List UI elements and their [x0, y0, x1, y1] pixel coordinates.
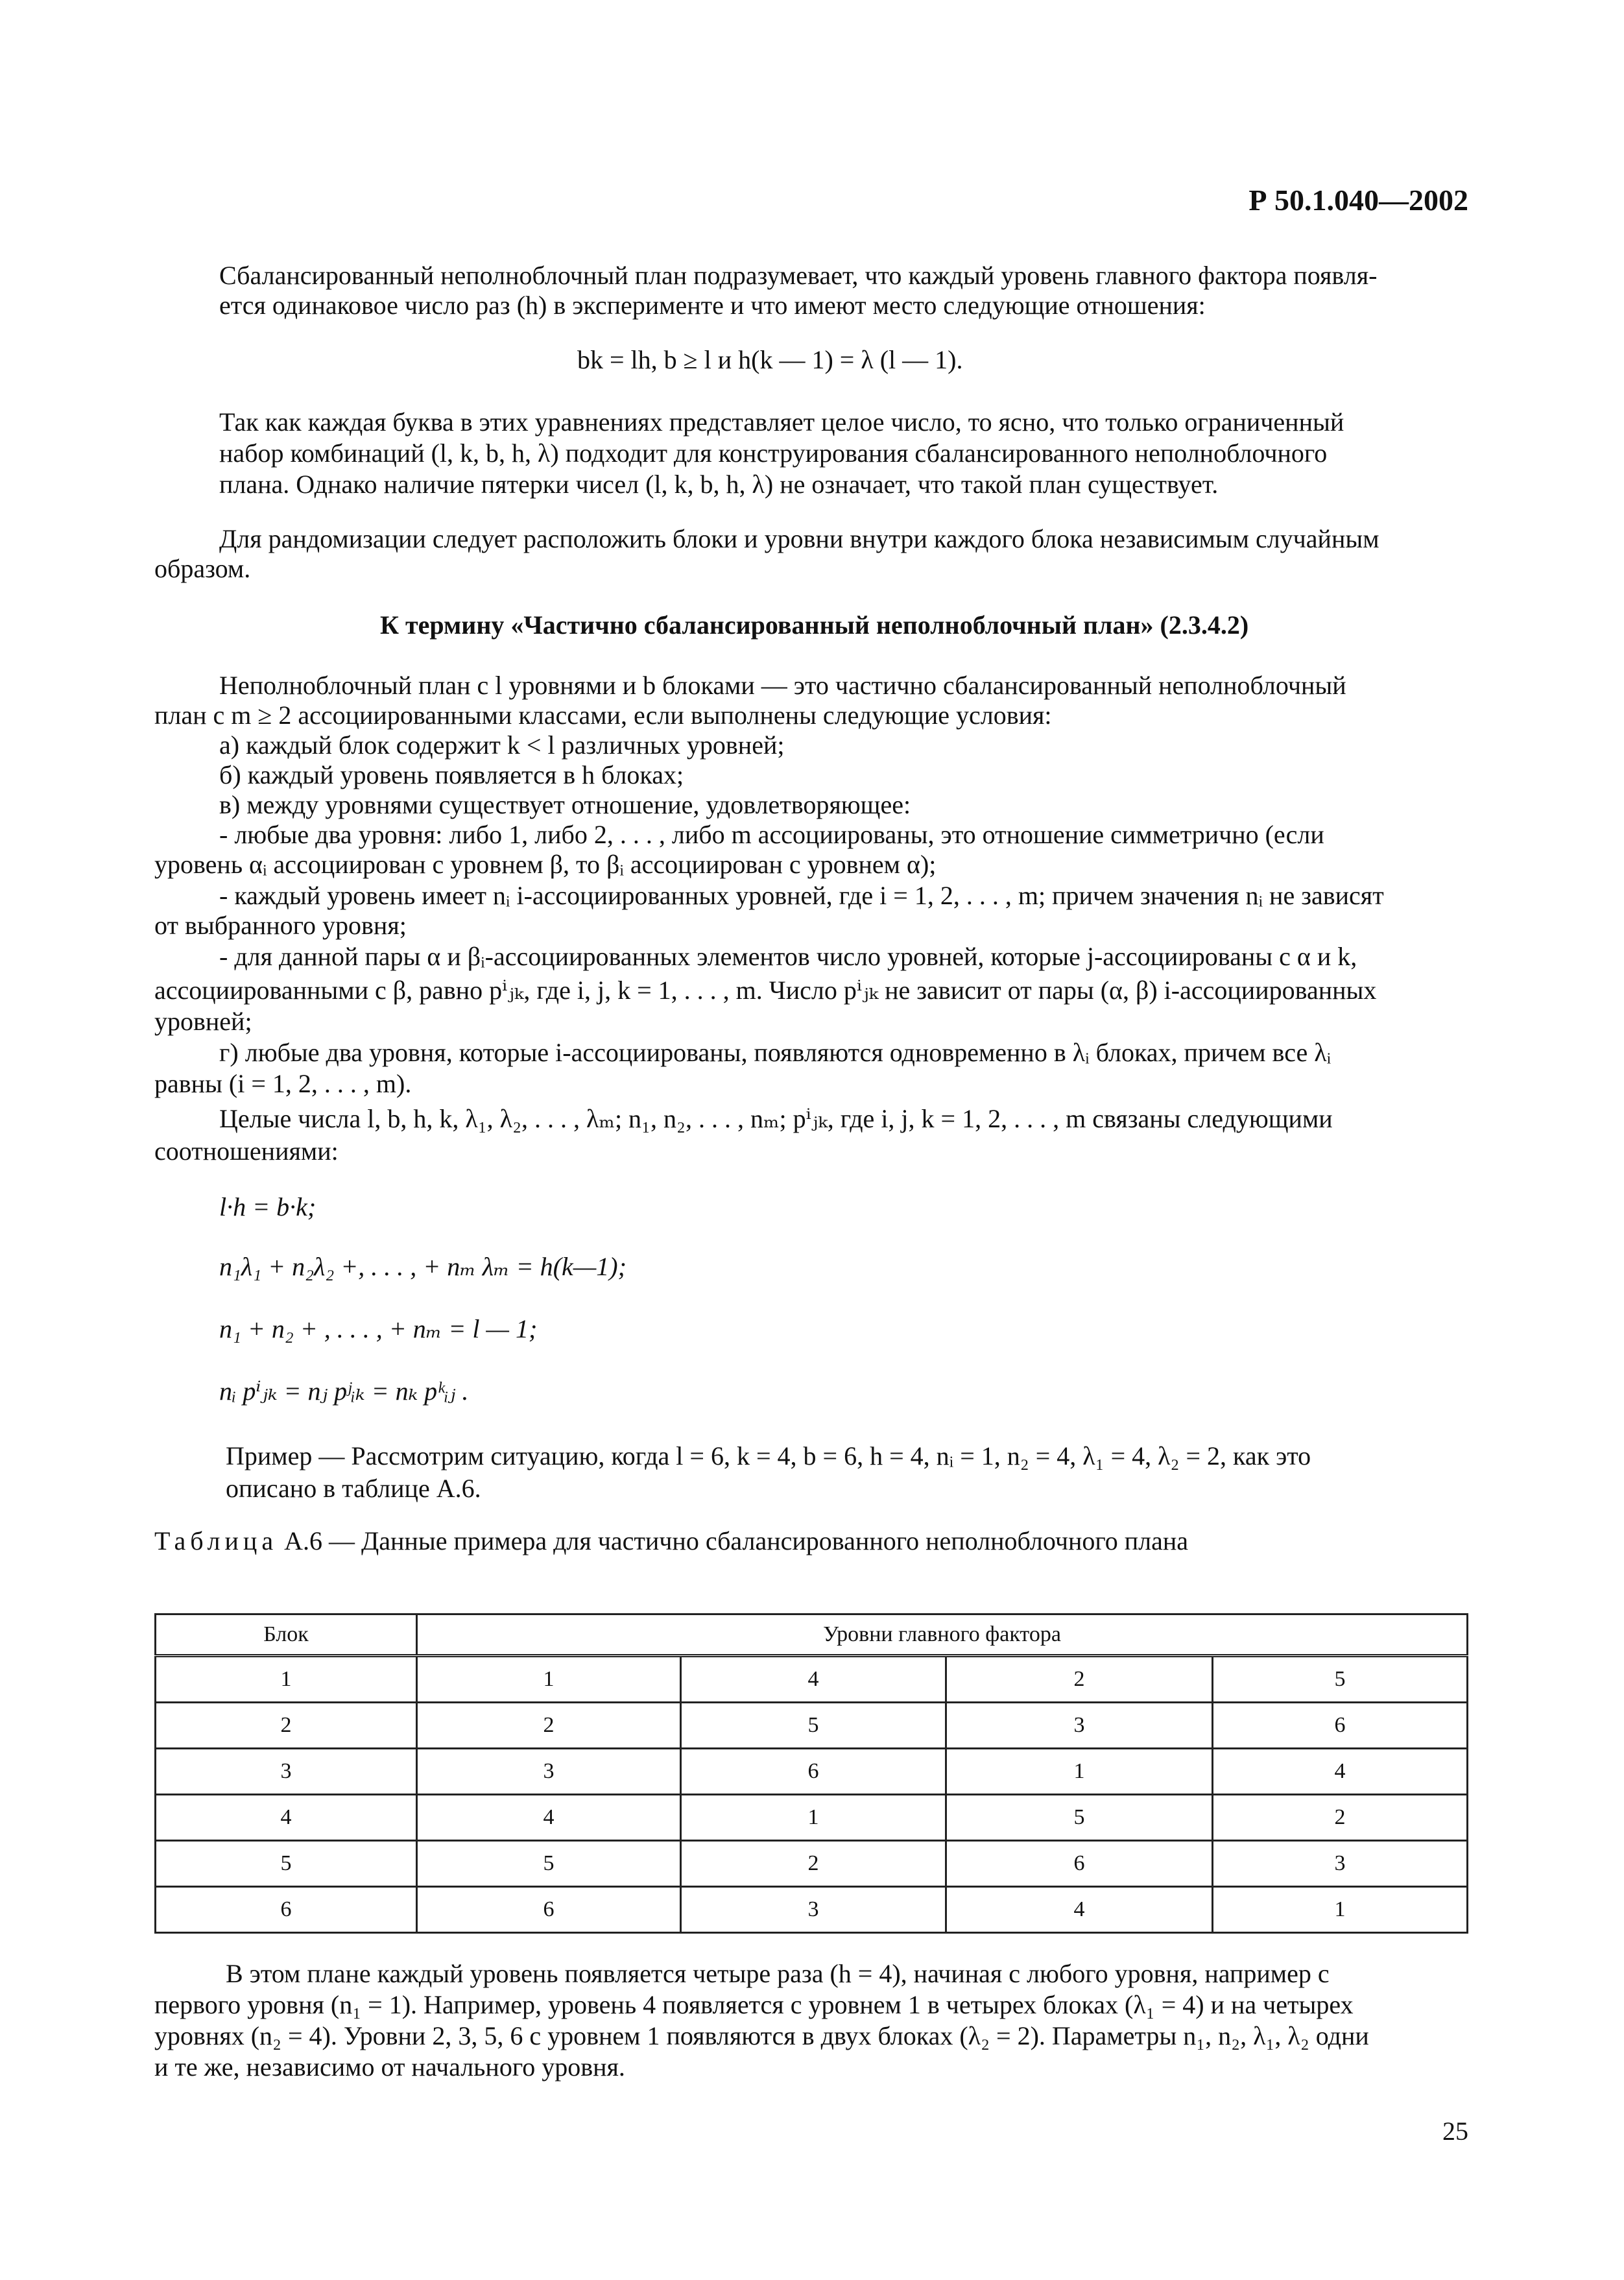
cell-level: 1: [1213, 1887, 1468, 1933]
cell-block: 1: [156, 1656, 417, 1703]
cell-block: 3: [156, 1749, 417, 1795]
equation-bk-lh: bk = lh, b ≥ l и h(k — 1) = λ (l — 1).: [577, 345, 963, 374]
cell-level: 1: [417, 1656, 681, 1703]
cell-level: 5: [946, 1795, 1213, 1841]
cell-level: 6: [417, 1887, 681, 1933]
table-row: [156, 1656, 1468, 1703]
page-number: 25: [1442, 2117, 1468, 2146]
cell-level: 3: [417, 1749, 681, 1795]
paragraph-line: уровнях (n₂ = 4). Уровни 2, 3, 5, 6 с уровнем 1 появляются в двух блоках (λ₂ = 2). Параметры n₁, n₂, λ₁, λ₂ одни: [154, 2021, 1369, 2050]
cell-level: 2: [946, 1656, 1213, 1703]
cell-block: 6: [156, 1887, 417, 1933]
cell-level: 5: [1213, 1656, 1468, 1703]
table-row: [156, 1703, 1468, 1749]
cell-block: 2: [156, 1703, 417, 1749]
paragraph-line: уровней;: [154, 1007, 252, 1036]
paragraph-line: - каждый уровень имеет nᵢ i-ассоциированных уровней, где i = 1, 2, . . . , m; причем значения nᵢ не зависят: [219, 881, 1384, 910]
table-row: [156, 1841, 1468, 1887]
table-caption: [154, 1526, 1188, 1556]
paragraph-line: равны (i = 1, 2, . . . , m).: [154, 1069, 412, 1098]
paragraph-line: В этом плане каждый уровень появляется четыре раза (h = 4), начиная с любого уровня, например с: [226, 1959, 1330, 1988]
table-header-row: [156, 1614, 1468, 1656]
paragraph-line: Сбалансированный неполноблочный план подразумевает, что каждый уровень главного фактора появля-: [219, 261, 1378, 290]
cell-block: 5: [156, 1841, 417, 1887]
cell-level: 5: [417, 1841, 681, 1887]
cell-block: 4: [156, 1795, 417, 1841]
cell-level: 6: [1213, 1703, 1468, 1749]
data-table: [154, 1613, 1468, 1934]
paragraph-line: набор комбинаций (l, k, b, h, λ) подходит для конструирования сбалансированного неполноблочного: [219, 438, 1328, 468]
section-subheading: К термину «Частично сбалансированный неполноблочный план» (2.3.4.2): [380, 610, 1249, 640]
example-line: описано в таблице А.6.: [226, 1474, 481, 1503]
paragraph-line: - для данной пары α и βᵢ-ассоциированных элементов число уровней, которые j-ассоциированы с α и k,: [219, 942, 1357, 971]
cell-level: 3: [946, 1703, 1213, 1749]
cell-level: 4: [946, 1887, 1213, 1933]
table-row: [156, 1795, 1468, 1841]
paragraph-line: Неполноблочный план с l уровнями и b блоками — это частично сбалансированный неполноблочный: [219, 671, 1346, 700]
table-row: [156, 1749, 1468, 1795]
table-caption-text: А.6 — Данные примера для частично сбалансированного неполноблочного плана: [278, 1526, 1189, 1555]
cell-level: 1: [946, 1749, 1213, 1795]
formula-3: n₁ + n₂ + , . . . , + nₘ = l — 1;: [219, 1314, 538, 1343]
list-item-d: г) любые два уровня, которые i-ассоциированы, появляются одновременно в λᵢ блоках, причем все λᵢ: [219, 1038, 1331, 1067]
table-caption-prefix: Таблица: [154, 1526, 278, 1555]
formula-1: l·h = b·k;: [219, 1192, 316, 1221]
paragraph-line: план с m ≥ 2 ассоциированными классами, если выполнены следующие условия:: [154, 701, 1052, 730]
paragraph-line: ется одинаковое число раз (h) в эксперименте и что имеют место следующие отношения:: [219, 291, 1206, 320]
cell-level: 4: [417, 1795, 681, 1841]
table-row: [156, 1887, 1468, 1933]
cell-level: 2: [681, 1841, 946, 1887]
list-item-c: в) между уровнями существует отношение, удовлетворяющее:: [219, 790, 911, 819]
paragraph-line: образом.: [154, 554, 251, 583]
paragraph-line: Целые числа l, b, h, k, λ₁, λ₂, . . . , λₘ; n₁, n₂, . . . , nₘ; pⁱⱼₖ, где i, j, k = 1, 2, . . . , m связаны следующими: [219, 1104, 1333, 1133]
paragraph-line: и те же, независимо от начального уровня.: [154, 2052, 625, 2082]
document-code-header: Р 50.1.040—2002: [1248, 184, 1468, 217]
paragraph-line: Для рандомизации следует расположить блоки и уровни внутри каждого блока независимым случайным: [219, 524, 1379, 553]
header-block: Блок: [156, 1614, 417, 1656]
paragraph-line: первого уровня (n₁ = 1). Например, уровень 4 появляется с уровнем 1 в четырех блоках (λ₁ = 4) и на четырех: [154, 1990, 1354, 2019]
paragraph-line: - любые два уровня: либо 1, либо 2, . . . , либо m ассоциированы, это отношение симметрично (если: [219, 820, 1324, 849]
cell-level: 6: [681, 1749, 946, 1795]
example-line: Пример — Рассмотрим ситуацию, когда l = 6, k = 4, b = 6, h = 4, nᵢ = 1, n₂ = 4, λ₁ = 4, λ₂ = 2, как это: [226, 1441, 1311, 1470]
paragraph-line: уровень αᵢ ассоциирован с уровнем β, то βᵢ ассоциирован с уровнем α);: [154, 850, 937, 879]
formula-2: n₁λ₁ + n₂λ₂ +, . . . , + nₘ λₘ = h(k—1);: [219, 1252, 627, 1281]
cell-level: 5: [681, 1703, 946, 1749]
list-item-b: б) каждый уровень появляется в h блоках;: [219, 760, 684, 789]
paragraph-line: ассоциированными с β, равно pⁱⱼₖ, где i, j, k = 1, . . . , m. Число pⁱⱼₖ не зависит от пары (α, β) i-ассоциированных: [154, 976, 1377, 1005]
cell-level: 2: [417, 1703, 681, 1749]
list-item-a: а) каждый блок содержит k < l различных уровней;: [219, 730, 785, 760]
paragraph-line: соотношениями:: [154, 1136, 339, 1166]
formula-4: nᵢ pⁱⱼₖ = nⱼ pʲᵢₖ = nₖ pᵏᵢⱼ .: [219, 1376, 469, 1406]
paragraph-line: от выбранного уровня;: [154, 911, 407, 940]
paragraph-line: Так как каждая буква в этих уравнениях представляет целое число, то ясно, что только ограниченный: [219, 407, 1344, 437]
cell-level: 4: [1213, 1749, 1468, 1795]
paragraph-line: плана. Однако наличие пятерки чисел (l, k, b, h, λ) не означает, что такой план существует.: [219, 470, 1219, 499]
cell-level: 4: [681, 1656, 946, 1703]
cell-level: 3: [1213, 1841, 1468, 1887]
cell-level: 2: [1213, 1795, 1468, 1841]
cell-level: 6: [946, 1841, 1213, 1887]
cell-level: 3: [681, 1887, 946, 1933]
cell-level: 1: [681, 1795, 946, 1841]
header-levels: Уровни главного фактора: [417, 1614, 1468, 1656]
